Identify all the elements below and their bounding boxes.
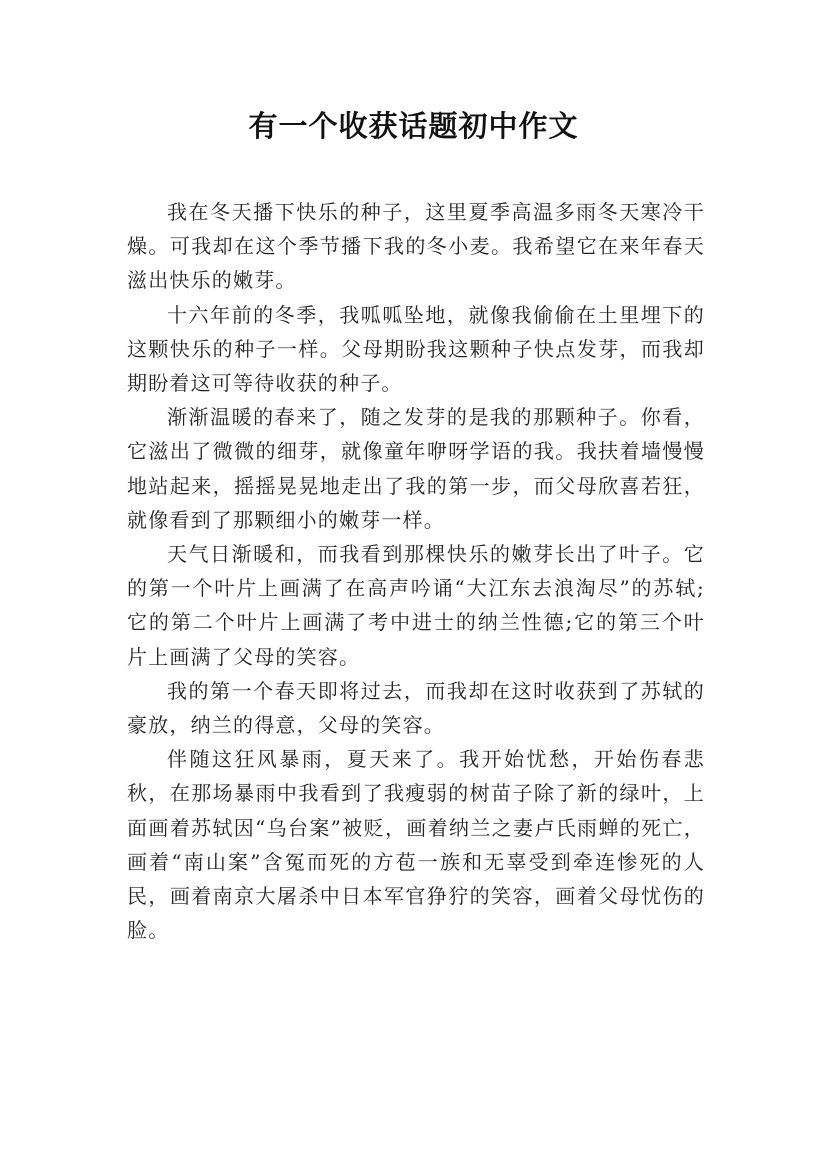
- paragraph: 伴随这狂风暴雨，夏天来了。我开始忧愁，开始伤春悲秋，在那场暴雨中我看到了我瘦弱的树苗子除了新的绿叶，上面画着苏轼因“乌台案”被贬，画着纳兰之妻卢氏雨蝉的死亡，画着“南山案”含冤而死的方苞一族和无辜受到牵连惨死的人民，画着南京大屠杀中日本军官狰狞的笑容，画着父母忧伤的脸。: [127, 747, 705, 943]
- paragraph: 十六年前的冬季，我呱呱坠地，就像我偷偷在土里埋下的这颗快乐的种子一样。父母期盼我这颗种子快点发芽，而我却期盼着这可等待收获的种子。: [127, 302, 705, 396]
- paragraph: 天气日渐暖和，而我看到那棵快乐的嫩芽长出了叶子。它的第一个叶片上画满了在高声吟诵“大江东去浪淘尽”的苏轼;它的第二个叶片上画满了考中进士的纳兰性德;它的第三个叶片上画满了父母的笑容。: [127, 542, 705, 669]
- paragraph: 渐渐温暖的春来了，随之发芽的是我的那颗种子。你看，它滋出了微微的细芽，就像童年咿呀学语的我。我扶着墙慢慢地站起来，摇摇晃晃地走出了我的第一步，而父母欣喜若狂，就像看到了那颗细小的嫩芽一样。: [127, 405, 705, 532]
- paragraph: 我的第一个春天即将过去，而我却在这时收获到了苏轼的豪放，纳兰的得意，父母的笑容。: [127, 678, 705, 738]
- document-title: 有一个收获话题初中作文: [248, 109, 579, 143]
- document-body: [127, 195, 705, 947]
- paragraph: 我在冬天播下快乐的种子，这里夏季高温多雨冬天寒冷干燥。可我却在这个季节播下我的冬小麦。我希望它在来年春天滋出快乐的嫩芽。: [127, 200, 705, 293]
